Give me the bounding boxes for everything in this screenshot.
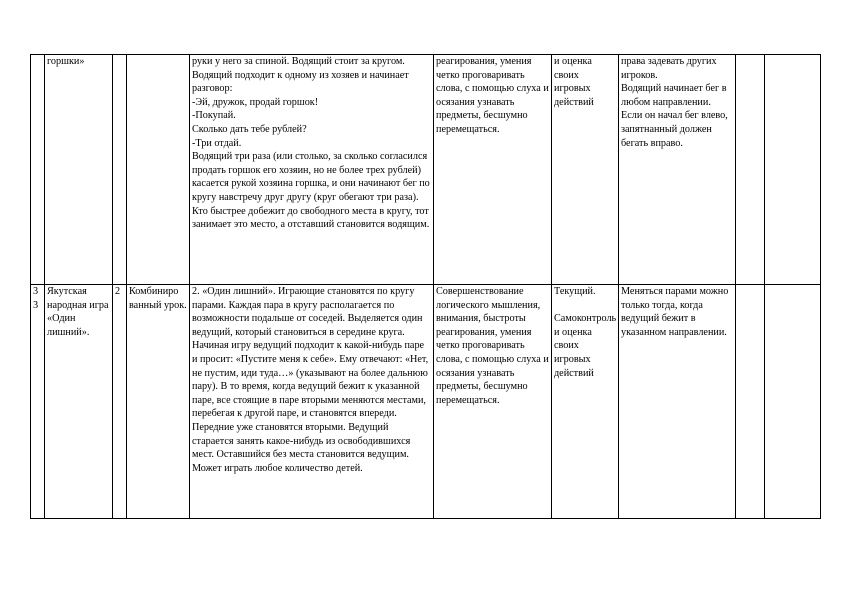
lesson-content-cell: руки у него за спиной. Водящий стоит за кругом. Водящий подходит к одному из хозяев и начинает разговор: -Эй, дружок, продай горшок! -Покупай. Сколько дать тебе рублей? -Три отдай. Водящий три раза (или столько, за сколько согласился продать горшок его хозяин, но не более трех рублей) касается рукой хозяина горшка, и они начинают бег по кругу навстречу друг другу (круг обегают три раза). Кто быстрее добежит до свободного места в кругу, тот занимает это место, а отставший становится водящим. — [190, 55, 434, 285]
lesson-topic-cell: Якутская народная игра «Один лишний». — [45, 285, 113, 519]
extra-cell-1 — [736, 55, 765, 285]
lesson-number-cell: 33 — [31, 285, 45, 519]
hours-cell: 2 — [113, 285, 127, 519]
lesson-content-cell: 2. «Один лишний». Играющие становятся по кругу парами. Каждая пара в кругу располагается по возможности подальше от соседей. Выделяется один ведущий, который становиться в середине круга. Начиная игру ведущий подходит к какой-нибудь паре и просит: «Пустите меня к себе». Ему отвечают: «Нет, не пустим, иди туда…» (указывают на более дальнюю пару). В то время, когда ведущий бежит к указанной паре, все стоящие в паре вторыми меняются местами, перебегая к другой паре, и становятся впереди. Передние уже становятся вторыми. Ведущий старается занять какое-нибудь из освободившихся мест. Оставшийся без места становится ведущим. Может играть любое количество детей. — [190, 285, 434, 519]
lesson-number-cell — [31, 55, 45, 285]
skills-cell: Совершенствование логического мышления, внимания, быстроты реагирования, умения четко проговаривать слова, с помощью слуха и осязания узнавать предметы, бесшумно перемещаться. — [434, 285, 552, 519]
hours-cell — [113, 55, 127, 285]
lesson-type-cell — [127, 55, 190, 285]
table-row — [31, 55, 821, 285]
extra-cell-1 — [736, 285, 765, 519]
extra-cell-2 — [765, 285, 821, 519]
control-cell: и оценка своих игровых действий — [552, 55, 619, 285]
skills-cell: реагирования, умения четко проговаривать слова, с помощью слуха и осязания узнавать предметы, бесшумно перемещаться. — [434, 55, 552, 285]
lesson-topic-cell: горшки» — [45, 55, 113, 285]
extra-cell-2 — [765, 55, 821, 285]
control-cell: Текущий. Самоконтроль и оценка своих игровых действий — [552, 285, 619, 519]
lesson-plan-table — [30, 54, 821, 519]
lesson-type-cell: Комбиниро ванный урок. — [127, 285, 190, 519]
rules-cell: права задевать других игроков. Водящий начинает бег в любом направлении. Если он начал бег влево, запятнанный должен бегать вправо. — [619, 55, 736, 285]
table-row — [31, 285, 821, 519]
rules-cell: Меняться парами можно только тогда, когда ведущий бежит в указанном направлении. — [619, 285, 736, 519]
